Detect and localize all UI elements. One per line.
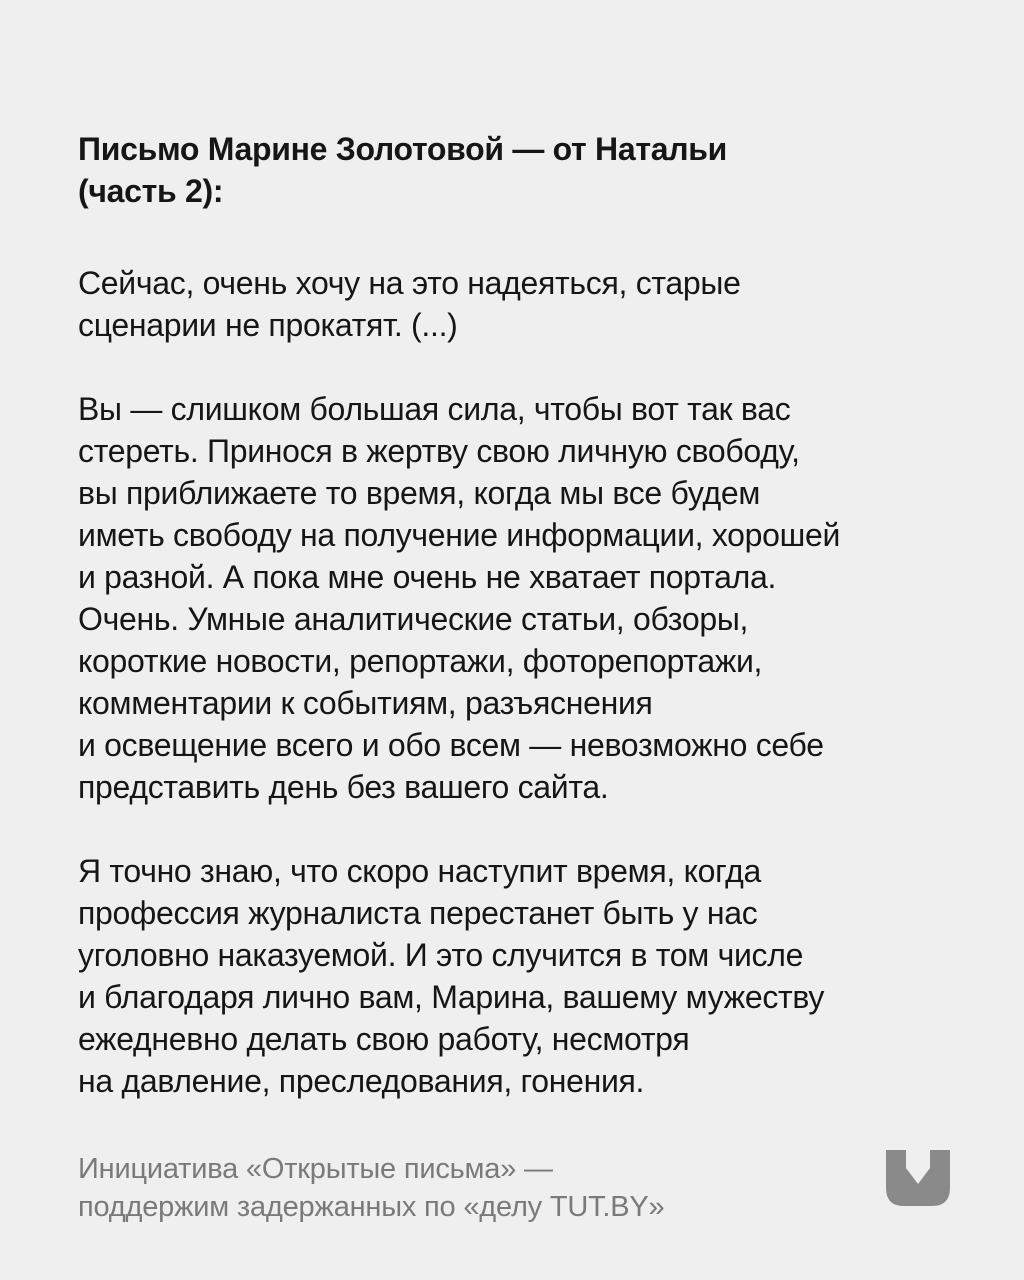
paragraph-3-line: и благодаря лично вам, Марина, вашему мужеству: [78, 979, 825, 1015]
paragraph-2-line: и освещение всего и обо всем — невозможно себе: [78, 727, 824, 763]
paragraph-3-line: уголовно наказуемой. И это случится в том числе: [78, 937, 804, 973]
footer-line-2: поддержим задержанных по «делу TUT.BY»: [78, 1191, 665, 1223]
paragraph-3: [78, 850, 978, 1102]
paragraph-3-line: Я точно знаю, что скоро наступит время, когда: [78, 853, 761, 889]
footer-line-1: Инициатива «Открытые письма» —: [78, 1153, 553, 1185]
paragraph-3-line: профессия журналиста перестанет быть у нас: [78, 895, 758, 931]
paragraph-2: [78, 388, 978, 808]
shield-v-logo-icon: [886, 1150, 950, 1206]
paragraph-1-line: сценарии не прокатят. (...): [78, 307, 458, 343]
paragraph-2-line: Вы — слишком большая сила, чтобы вот так вас: [78, 391, 791, 427]
paragraph-2-line: вы приближаете то время, когда мы все будем: [78, 475, 761, 511]
paragraph-3-line: на давление, преследования, гонения.: [78, 1063, 645, 1099]
paragraph-2-line: комментарии к событиям, разъяснения: [78, 685, 653, 721]
letter-body: [78, 262, 978, 1144]
letter-title: [78, 128, 958, 212]
title-line-2: (часть 2):: [78, 173, 224, 209]
paragraph-2-line: иметь свободу на получение информации, хорошей: [78, 517, 841, 553]
title-line-1: Письмо Марине Золотовой — от Натальи: [78, 131, 727, 167]
initiative-footer: [78, 1150, 838, 1226]
paragraph-2-line: и разной. А пока мне очень не хватает портала.: [78, 559, 777, 595]
paragraph-3-line: ежедневно делать свою работу, несмотря: [78, 1021, 690, 1057]
paragraph-2-line: представить день без вашего сайта.: [78, 769, 609, 805]
paragraph-2-line: Очень. Умные аналитические статьи, обзоры,: [78, 601, 749, 637]
paragraph-2-line: стереть. Принося в жертву свою личную свободу,: [78, 433, 800, 469]
paragraph-2-line: короткие новости, репортажи, фоторепортажи,: [78, 643, 763, 679]
paragraph-1: [78, 262, 978, 346]
paragraph-1-line: Сейчас, очень хочу на это надеяться, старые: [78, 265, 741, 301]
